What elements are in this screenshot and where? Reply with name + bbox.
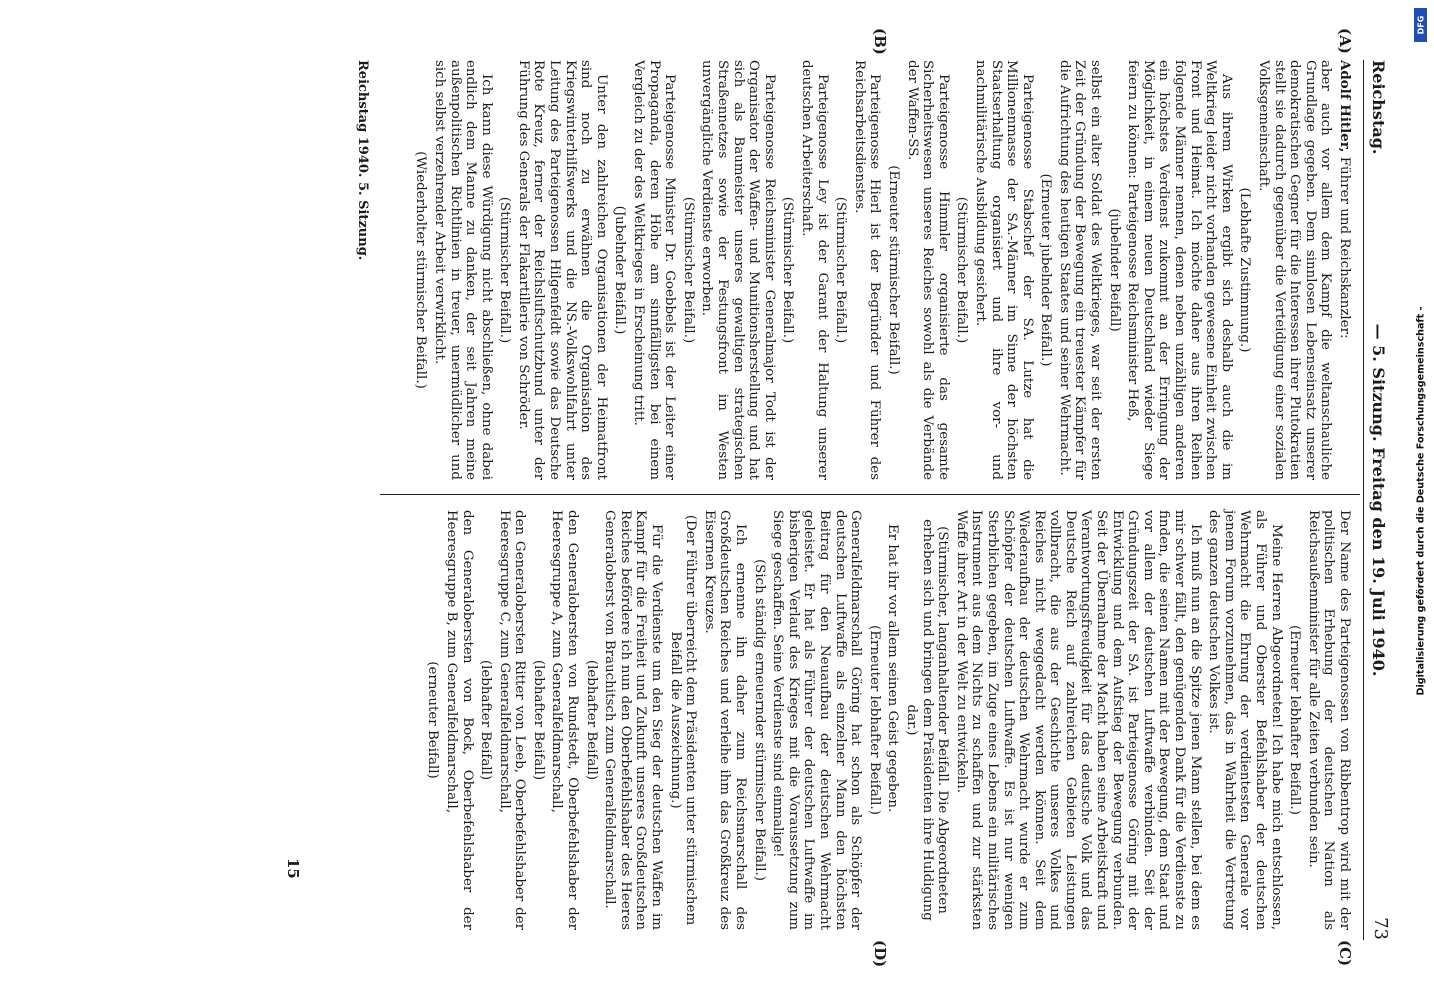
reaction-note: (lebhafter Beifall) xyxy=(478,659,494,781)
paragraph: Unter den zahlreichen Organisationen der Heimatfront sind noch zu erwähnen die Organisation des Kriegswinterhilfswerks und die NS.-Volkswohlfahrt unter Leitung des Parteigenossen Hilgenfeldt sowie das Deutsche Rote Kreuz, ferner der Reichsluftschutzbund unter der Führung des Generals der Flakartillerie von Schröder. xyxy=(515,60,609,480)
reaction-note: (Wiederholter stürmischer Beifall.) xyxy=(413,151,429,389)
reaction-note: (Erneuter lebhafter Beifall.) xyxy=(1287,625,1303,815)
reaction-note: (Stürmischer Beifall.) xyxy=(497,196,513,344)
paragraph: Generalfeldmarschall Göring hat schon als Schöpfer der deutschen Luftwaffe als einzelner Mann den höchsten Beitrag für den Neuaufbau der deutschen Wehrmacht geleistet. Er hat als Führer der deutschen Luftwaffe im bisherigen Verlauf des Krieges mit die Voraussetzung zum Siege geschaffen. Seine Verdienste sind einmalige! xyxy=(770,510,864,930)
paragraph: Für die Verdienste um den Sieg der deutschen Waffen im Kampf für die Freiheit und Zukunft unseres Großdeutschen Reiches befördere ich nun den Oberbefehlshaber des Heeres Generaloberst von Brauchitsch zum Generalfeldmarschall. xyxy=(602,510,665,930)
paragraph: Ich ernenne ihn daher zum Reichsmarschall des Großdeutschen Reiches und verleihe ihm das Großkreuz des Eisernen Kreuzes. xyxy=(701,510,749,930)
reaction-note: (lebhafter Beifall) xyxy=(583,659,599,781)
column-right xyxy=(422,510,1352,930)
paragraph: Parteigenosse Minister Dr. Goebbels ist der Leiter einer Propaganda, deren Höhe am sinnfälligsten bei einem Vergleich zu der des Weltkrieges in Erscheinung tritt. xyxy=(631,60,678,480)
column-divider xyxy=(380,494,1360,495)
reaction-note: (Stürmischer Beifall.) xyxy=(833,196,849,344)
reaction-note: (lebhafter Beifall) xyxy=(530,659,546,781)
reaction-note: (Erneuter jubelnder Beifall.) xyxy=(1038,173,1054,367)
reaction-note: (Erneuter stürmischer Beifall.) xyxy=(885,165,901,375)
paragraph: Parteigenosse Reichsminister Generalmajor Todt ist der Organisator der Waffen- und Munitionsherstellung und hat sich als Baumeister unseres gewaltigen strategischen Straßennetzes sowie der Festungsfront im Westen unvergängliche Verdienste erworben. xyxy=(699,60,777,480)
paragraph: Er hat ihr vor allem seinen Geist gegeben. xyxy=(885,524,901,813)
paragraph: Parteigenosse Hierl ist der Begründer und Führer des Reichsarbeitsdienstes. xyxy=(851,60,883,480)
reaction-note: (Sich ständig erneuernder stürmischer Beifall.) xyxy=(751,558,767,882)
reaction-note: (Erneuter lebhafter Beifall.) xyxy=(866,625,882,815)
page-number: 73 xyxy=(1370,917,1391,940)
header-left: Reichstag. xyxy=(1369,60,1388,155)
paragraph: den Generalobersten von Rundstedt, Oberbefehlshaber der Heeresgruppe A, zum Generalfeldmarschall, xyxy=(549,510,581,930)
reaction-note: (Lebhafte Zustimmung.) xyxy=(1237,187,1253,353)
margin-mark-d: (D) xyxy=(871,940,889,968)
reaction-note: (Stürmischer Beifall.) xyxy=(680,196,696,344)
column-right-body xyxy=(425,510,1352,930)
reaction-note: (Stürmischer Beifall.) xyxy=(954,196,970,344)
paragraph: den Generalobersten von Bock, Oberbefehlshaber der Heeresgruppe B, zum Generalfeldmarschall, xyxy=(443,510,475,930)
margin-mark-a: (A) xyxy=(1336,28,1354,54)
dfg-logo: DFG xyxy=(1414,8,1427,42)
reaction-note: (Stürmischer Beifall.) xyxy=(780,196,796,344)
paragraph: selbst ein alter Soldat des Weltkrieges, war seit der ersten Zeit der Gründung der Bewegung ein treuester Kämpfer für die Aufrichtung des heutigen Staates und seiner Wehrmacht. xyxy=(1056,60,1104,480)
footer-left: Reichstag 1940. 5. Sitzung. xyxy=(355,60,370,261)
paragraph: Parteigenosse Ley ist der Garant der Haltung unserer deutschen Arbeiterschaft. xyxy=(799,60,830,480)
paragraph: Parteigenosse Stabschef der SA. Lutze hat die Millionenmasse der SA.-Männer im Sinne der höchsten Staatserhaltung organisiert und ihre vor- und nachmilitärische Ausbildung gesichert. xyxy=(972,60,1035,480)
paragraph: Aus ihrem Wirken ergibt sich deshalb auch die im Weltkrieg leider nicht vorhanden gewesene Einheit zwischen Front und Heimat. Ich möchte daher aus ihren Reihen folgende Männer nennen, denen neben unzähligen anderen ein höchstes Verdienst zukommt an der Erringung der Möglichkeit, in einem neuen Deutschland wieder Siege feiern zu können: Parteigenosse Reichsminister Heß, xyxy=(1125,60,1234,480)
margin-mark-b: (B) xyxy=(871,28,889,55)
paragraph: Meine Herren Abgeordneten! Ich habe mich entschlossen, als Führer und Oberster Befehlshaber der deutschen Wehrmacht die Ehrung der verdientesten Generale vor jenem Forum vorzunehmen, das in Wahrheit die Vertretung des ganzen deutschen Volkes ist. xyxy=(1206,510,1284,930)
column-left-body xyxy=(413,60,1334,480)
reaction-note: (Der Führer überreicht dem Präsidenten unter stürmischem Beifall die Auszeichnung.) xyxy=(667,514,699,926)
paragraph: den Generalobersten Ritter von Leeb, Oberbefehlshaber der Heeresgruppe C, zum Generalfeldmarschall, xyxy=(496,510,528,930)
footer-page-number: 15 xyxy=(284,858,302,879)
paragraph: Ich muß nun an die Spitze jenen Mann stellen, bei dem es mir schwer fällt, den genügenden Dank für die Verdienste zu finden, die seinen Namen mit der Bewegung, dem Staat und vor allem der deutschen Luftwaffe verbinden. Seit der Gründungszeit der SA. ist Parteigenosse Göring mit der Entwicklung und dem Aufstieg der Bewegung verbunden. Seit der Übernahme der Macht haben seine Arbeitskraft und Verantwortungsfreudigkeit für das deutsche Volk und das Deutsche Reich auf zahlreichen Gebieten Leistungen vollbracht, die aus der Geschichte unseres Volkes und Reiches nicht weggedacht werden können. Seit dem Wiederaufbau der deutschen Wehrmacht wurde er zum Schöpfer der deutschen Luftwaffe. Es ist nur wenigen Sterblichen gegeben, im Zuge eines Lebens ein militärisches Instrument aus dem Nichts zu schaffen und zur stärksten Waffe ihrer Art in der Welt zu entwickeln. xyxy=(953,510,1203,930)
paragraph: Der Name des Parteigenossen von Ribbentrop wird mit der politischen Erhebung der deutschen Nation als Reichsaußenminister für alle Zeiten verbunden sein. xyxy=(1305,510,1352,930)
document-page xyxy=(22,20,1412,980)
paragraph: Ich kann diese Würdigung nicht abschließen, ohne dabei endlich dem Manne zu danken, der seit Jahren meine außenpolitischen Richtlinien in treuer, unermüdlicher und sich selbst verzehrender Arbeit verwirklicht. xyxy=(431,60,494,480)
speaker-name: Adolf Hitler, xyxy=(1337,60,1353,153)
column-left xyxy=(410,60,1352,480)
stamp-text: Digitalisierung gefördert durch die Deutsche Forschungsgemeinschaft - xyxy=(1415,305,1427,696)
speaker-role: Führer und Reichskanzler: xyxy=(1337,152,1352,339)
reaction-note: (Stürmischer, langanhaltender Beifall. Die Abgeordneten erheben sich und bringen dem Präsidenten ihre Huldigung dar.) xyxy=(903,519,951,921)
digitization-stamp xyxy=(1414,8,1428,993)
reaction-note: (Jubelnder Beifall.) xyxy=(612,205,628,335)
reaction-note: (jubelnder Beifall) xyxy=(1106,208,1122,332)
header-title: — 5. Sitzung. Freitag den 19. Juli 1940. xyxy=(1369,323,1388,677)
paragraph: aber auch vor allem dem Kampf die weltanschauliche Grundlage gegeben. Dem sinnlosen Lebenseinsatz unserer demokratischen Gegner für die Interessen ihrer Plutokratien stellt sie dadurch gegenüber die Verteidigung einer sozialen Volksgemeinschaft. xyxy=(1256,60,1334,480)
margin-mark-c: (C) xyxy=(1336,940,1354,967)
page-header xyxy=(1363,60,1391,940)
reaction-note: (erneuter Beifall) xyxy=(425,661,441,779)
speaker-line xyxy=(1336,60,1352,480)
paragraph: Parteigenosse Himmler organisierte das gesamte Sicherheitswesen unseres Reiches sowohl als die Verbände der Waffen-SS. xyxy=(904,60,951,480)
